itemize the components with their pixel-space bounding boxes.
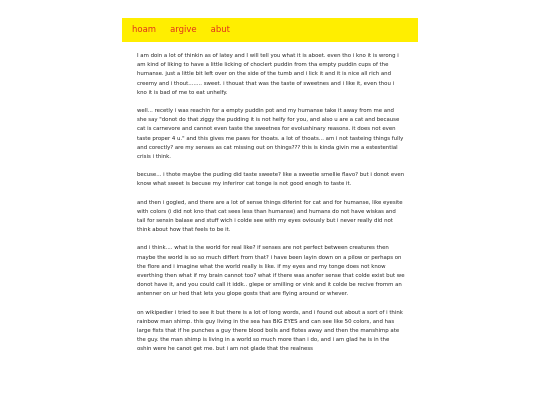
post-paragraph: well... recetly i was reachin for a empty puddin pot and my humanse take it away from me and she say "donot do that ziggy the pudding it is not helfy for you, and also u are a cat and because cat is carnevore and cannot even taste the sweetnes for evolushinary reasons. it does not even taste proper 4 u." and this gives me paws for thoats. a lot of thoats... am i not tasteing things fully and corectly? are my senses as cat missing out on things??? this is kinda givin me a estestential crisis i think.: [137, 108, 404, 161]
post-paragraph: and then i gogled, and there are a lot of sense things diferint for cat and for humanse, like eyesite with colors (i did not kno that cat sees less than humanse) and humans do not have wiskas and tail for sensin balase and stuff wich i colde see with my eyes oviously but i never really did not think about how that feels to be it.: [137, 199, 403, 234]
post-paragraph: becuse... i thote maybe the puding did taste sweete? like a sweetie smellie flavo? but i donot even know what sweet is becuse my inferiror cat tonge is not good enogh to taste it.: [137, 172, 405, 188]
post-paragraph: I am doin a lot of thinkin as of latey and I will tell you what it is aboet. even tho i kno it is wrong i am kind of liking to have a little licking of choclert puddin from tha empty puddin cups of the humanse. just a little bit left over on the side of the tumb and i lick it and it is nice all rich and creemy and i thout........ sweet. i thouat that was the taste of sweetnes and i like it, even thou i kno it is bad of me to eat unhelfy.: [137, 53, 399, 96]
post-paragraph: on wikipedier i tried to see it but there is a lot of long words, and i found out about a sort of i think rainbow man shimp. this guy living in the sea has BIG EYES and can see like 50 colors, and has large fists that if he punches a guy there blood boils and flotes away and then the manshimp ate the guy. the man shimp is living in a world so much more than i do, and i am glad he is in the oshin were he canot get me. but i am not glade that the realness: [137, 309, 403, 353]
nav-link-about[interactable]: abut: [210, 25, 230, 35]
post-paragraph: and i think.... what is the world for real like? if senses are not perfect between creatures then maybe the world is so so much differt from that? i have been layin down on a pilow or perhaps on the flore and i imagine what the world really is like. if my eyes and my tonge does not know everthing then what if my brain cannot too? what if there was anofer sense that colde exist but we donot have it, and you could call it iddk.. glepe or smilling or vink and it colde be recive fromm an antenner on ur hed that lets you glope gosts that are flying around or whever.: [137, 245, 405, 298]
nav-link-archive[interactable]: argive: [170, 25, 197, 35]
nav-link-home[interactable]: hoam: [132, 25, 157, 35]
top-nav-bar: [122, 18, 418, 42]
blog-post-body: [137, 52, 405, 364]
